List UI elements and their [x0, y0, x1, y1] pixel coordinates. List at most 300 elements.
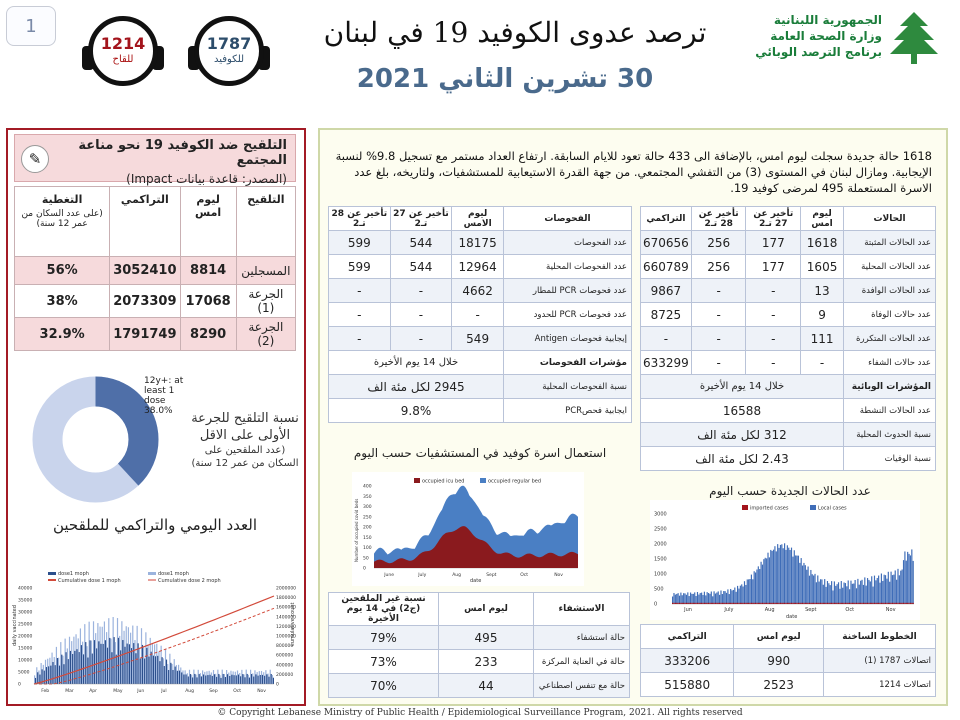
table-cell: - — [691, 279, 746, 303]
imported-cases-bar — [736, 603, 737, 604]
hospitalization-table — [328, 592, 630, 698]
imported-cases-bar — [871, 603, 872, 604]
row-label: عدد الحالات المحلية — [844, 255, 936, 279]
imported-cases-bar — [835, 603, 836, 604]
daily-dose2-bar — [188, 676, 189, 684]
local-cases-bar — [856, 588, 857, 604]
column-header: ليوم امس — [180, 187, 236, 257]
imported-cases-bar — [813, 603, 814, 604]
imported-cases-bar — [707, 603, 708, 604]
local-cases-bar — [910, 555, 911, 604]
daily-dose2-bar — [103, 644, 104, 684]
local-cases-bar — [769, 557, 770, 604]
daily-dose2-bar — [52, 662, 53, 684]
cases-chart-title: عدد الحالات الجديدة حسب اليوم — [709, 484, 871, 498]
local-cases-bar — [754, 571, 755, 604]
daily-dose2-bar — [151, 652, 152, 684]
table-header-row — [329, 207, 632, 231]
local-cases-bar — [697, 592, 698, 604]
daily-dose2-bar — [114, 637, 115, 684]
local-cases-bar — [763, 559, 764, 604]
cumulative-vaccination-title: العدد اليومي والتراكمي للملقحين — [52, 516, 258, 534]
table-cell: 79% — [329, 626, 439, 650]
daily-dose2-bar — [249, 678, 250, 684]
table-cell: 9.8% — [329, 399, 504, 423]
y-tick-label-left: 25000 — [18, 622, 33, 628]
local-cases-bar — [889, 582, 890, 604]
row-label: اتصالات 1787 (1) — [824, 649, 936, 673]
ministry-line: الجمهورية اللبنانية — [773, 13, 882, 27]
local-cases-bar — [823, 585, 824, 604]
local-cases-bar — [673, 593, 674, 604]
table-cell: 2945 لكل مئة الف — [329, 375, 504, 399]
x-tick-label: Sept — [486, 573, 497, 578]
imported-cases-bar — [788, 603, 789, 604]
imported-cases-bar — [810, 603, 811, 604]
imported-cases-bar — [690, 603, 691, 604]
imported-cases-bar — [832, 603, 833, 604]
local-cases-bar — [817, 575, 818, 604]
table-cell: 333206 — [641, 649, 734, 673]
local-cases-bar — [751, 575, 752, 604]
local-cases-bar — [808, 566, 809, 604]
imported-cases-bar — [870, 603, 871, 604]
imported-cases-bar — [784, 603, 785, 604]
imported-cases-bar — [910, 603, 911, 604]
legend-label: dose1 moph — [58, 571, 89, 577]
table-cell: - — [691, 327, 746, 351]
table-cell: 990 — [734, 649, 824, 673]
local-cases-bar — [848, 580, 849, 604]
column-header: ليوم امس — [734, 625, 824, 649]
x-tick-label: Apr — [89, 689, 97, 694]
table-cell: 4662 — [452, 279, 504, 303]
table-row — [641, 447, 936, 471]
local-cases-bar — [801, 558, 802, 604]
hospital-chart-title: استعمال اسرة كوفيد في المستشفيات حسب اليوم — [353, 446, 607, 460]
daily-dose2-bar — [162, 657, 163, 684]
table-cell: - — [329, 279, 391, 303]
daily-dose2-bar — [37, 672, 38, 684]
column-header: نسبة غير الملقحين (ج2) في 14 يوم الأخيرة — [329, 593, 439, 626]
daily-dose2-bar — [271, 674, 272, 684]
daily-dose2-bar — [57, 658, 58, 684]
local-cases-bar — [787, 545, 788, 604]
daily-dose2-bar — [61, 655, 62, 684]
column-header: التراكمي — [110, 187, 180, 257]
local-cases-bar — [726, 593, 727, 604]
local-cases-bar — [725, 591, 726, 604]
local-cases-bar — [813, 575, 814, 604]
imported-cases-bar — [896, 603, 897, 604]
cell-coverage: 32.9% — [15, 318, 110, 351]
tests-table — [328, 206, 632, 423]
imported-cases-bar — [713, 603, 714, 604]
y-tick-label-right: 1000000 — [276, 634, 297, 640]
daily-dose2-bar — [234, 675, 235, 684]
table-cell: - — [801, 351, 844, 375]
table-cell: 633299 — [641, 351, 692, 375]
imported-cases-bar — [754, 603, 755, 604]
syringe-icon: ✎ — [21, 145, 49, 173]
y-tick-label-left: 40000 — [18, 586, 33, 592]
local-cases-bar — [877, 578, 878, 604]
ministry-line: برنامج الترصد الوبائي — [755, 45, 882, 59]
hotline-label: للقاح — [112, 54, 134, 65]
imported-cases-bar — [859, 603, 860, 604]
imported-cases-bar — [817, 603, 818, 604]
table-header-row — [329, 593, 630, 626]
local-cases-bar — [752, 579, 753, 604]
daily-dose2-bar — [223, 674, 224, 684]
y-tick-label-left: 15000 — [18, 646, 33, 652]
local-cases-bar — [866, 586, 867, 604]
daily-dose2-bar — [111, 652, 112, 684]
local-cases-bar — [893, 575, 894, 604]
imported-cases-bar — [879, 603, 880, 604]
table-row — [329, 351, 632, 375]
local-cases-bar — [863, 585, 864, 604]
local-cases-bar — [902, 569, 903, 604]
imported-cases-bar — [761, 603, 762, 604]
y-axis-label-left: daily vaccinated — [12, 605, 18, 646]
table-cell: خلال 14 يوم الأخيرة — [641, 375, 844, 399]
local-cases-bar — [716, 593, 717, 604]
imported-cases-bar — [828, 603, 829, 604]
table-row — [641, 351, 936, 375]
local-cases-bar — [749, 579, 750, 604]
local-cases-bar — [745, 585, 746, 604]
table-row — [641, 231, 936, 255]
legend-swatch — [742, 505, 748, 510]
local-cases-bar — [895, 570, 896, 604]
local-cases-bar — [743, 587, 744, 604]
x-tick-label: Feb — [41, 689, 50, 694]
imported-cases-bar — [745, 603, 746, 604]
row-label: مؤشرات الفحوصات — [504, 351, 632, 375]
imported-cases-bar — [758, 603, 759, 604]
imported-cases-bar — [889, 603, 890, 604]
local-cases-bar — [777, 544, 778, 604]
table-cell: 670656 — [641, 231, 692, 255]
local-cases-bar — [711, 592, 712, 604]
covid-hotline-badge — [186, 12, 272, 98]
table-cell: - — [329, 327, 391, 351]
local-cases-bar — [675, 595, 676, 604]
daily-dose2-bar — [181, 672, 182, 684]
local-cases-bar — [774, 546, 775, 604]
column-header: تأخير عن 27 تـ2 — [390, 207, 452, 231]
x-tick-label: Oct — [233, 689, 241, 694]
table-row — [329, 399, 632, 423]
local-cases-bar — [738, 589, 739, 604]
row-label: نسبة الوفيات — [844, 447, 936, 471]
local-cases-bar — [761, 562, 762, 604]
local-cases-bar — [747, 579, 748, 604]
imported-cases-bar — [885, 603, 886, 604]
row-label: عدد الفحوصات — [504, 231, 632, 255]
y-tick-label: 2000 — [654, 541, 667, 548]
imported-cases-bar — [803, 603, 804, 604]
daily-dose2-bar — [260, 675, 261, 684]
imported-cases-bar — [726, 603, 727, 604]
local-cases-bar — [838, 582, 839, 604]
column-header: تأخير عن 28 تـ2 — [691, 207, 746, 231]
local-cases-bar — [722, 594, 723, 604]
local-cases-bar — [855, 580, 856, 604]
local-cases-bar — [864, 577, 865, 604]
imported-cases-bar — [895, 603, 896, 604]
table-cell: 515880 — [641, 673, 734, 697]
local-cases-bar — [907, 552, 908, 604]
local-cases-bar — [772, 551, 773, 604]
legend-swatch — [148, 572, 156, 575]
report-date: 30 تشرين الثاني 2021 — [356, 64, 654, 94]
imported-cases-bar — [682, 603, 683, 604]
y-tick-label: 2500 — [654, 526, 667, 533]
local-cases-bar — [704, 592, 705, 604]
imported-cases-bar — [902, 603, 903, 604]
local-cases-bar — [824, 579, 825, 604]
imported-cases-bar — [723, 603, 724, 604]
hotline-calls-table — [640, 624, 936, 697]
row-label: نسبة الحدوث المحلية — [844, 423, 936, 447]
local-cases-bar — [820, 579, 821, 604]
imported-cases-bar — [711, 603, 712, 604]
column-header: تأخير عن 27 تـ2 — [746, 207, 801, 231]
x-tick-label: Jul — [161, 689, 167, 694]
legend-label: Cumulative dose 1 moph — [58, 578, 121, 584]
y-tick-label-right: 600000 — [276, 653, 294, 659]
y-tick-label-right: 1400000 — [276, 615, 297, 621]
local-cases-bar — [882, 581, 883, 604]
cell-cumulative: 1791749 — [110, 318, 180, 351]
row-label: عدد فحوصات PCR للمطار — [504, 279, 632, 303]
table-row — [329, 279, 632, 303]
y-tick-label: 3000 — [654, 511, 667, 518]
table-cell: 599 — [329, 255, 391, 279]
imported-cases-bar — [839, 603, 840, 604]
ministry-name — [722, 12, 882, 60]
daily-dose2-bar — [218, 674, 219, 684]
legend-swatch — [48, 579, 56, 581]
imported-cases-bar — [791, 603, 792, 604]
local-cases-bar — [719, 595, 720, 604]
imported-cases-bar — [838, 603, 839, 604]
imported-cases-bar — [850, 603, 851, 604]
local-cases-bar — [741, 584, 742, 604]
imported-cases-bar — [853, 603, 854, 604]
daily-dose2-bar — [266, 674, 267, 684]
imported-cases-bar — [781, 603, 782, 604]
row-label: الجرعة (2) — [236, 318, 295, 351]
daily-dose2-bar — [59, 666, 60, 684]
column-header: ليوم امس — [439, 593, 534, 626]
x-tick-label: Oct — [520, 573, 528, 578]
imported-cases-bar — [752, 603, 753, 604]
daily-dose2-bar — [238, 675, 239, 684]
local-cases-bar — [680, 593, 681, 604]
local-cases-bar — [678, 593, 679, 604]
local-cases-bar — [814, 574, 815, 604]
daily-dose2-bar — [55, 665, 56, 684]
daily-dose2-bar — [87, 658, 88, 684]
y-tick-label: 350 — [363, 494, 372, 500]
imported-cases-bar — [900, 603, 901, 604]
imported-cases-bar — [755, 603, 756, 604]
x-tick-label: Nov — [554, 573, 563, 578]
y-axis-label-right: cumulative count — [290, 602, 296, 646]
y-tick-label-left: 0 — [18, 682, 21, 688]
local-cases-bar — [690, 593, 691, 604]
daily-dose2-bar — [186, 674, 187, 684]
daily-dose2-bar — [175, 667, 176, 684]
imported-cases-bar — [708, 603, 709, 604]
table-row — [641, 303, 936, 327]
local-cases-bar — [816, 582, 817, 604]
local-cases-bar — [896, 580, 897, 604]
local-cases-bar — [805, 565, 806, 604]
daily-dose2-bar — [159, 661, 160, 684]
daily-dose2-bar — [109, 638, 110, 684]
cases-table — [640, 206, 936, 471]
daily-dose2-bar — [225, 677, 226, 684]
table-row — [329, 650, 630, 674]
table-cell: - — [390, 279, 452, 303]
page-number: 1 — [6, 6, 56, 46]
imported-cases-bar — [809, 603, 810, 604]
daily-dose2-bar — [242, 674, 243, 684]
table-cell: 549 — [452, 327, 504, 351]
imported-cases-bar — [700, 603, 701, 604]
y-tick-label-right: 800000 — [276, 644, 294, 650]
cell-yesterday: 8814 — [180, 257, 236, 285]
imported-cases-bar — [773, 603, 774, 604]
imported-cases-bar — [738, 603, 739, 604]
local-cases-bar — [729, 594, 730, 604]
donut-note: (عدد الملقحين على السكان من عمر 12 سنة) — [191, 445, 299, 469]
imported-cases-bar — [676, 603, 677, 604]
daily-dose2-bar — [127, 644, 128, 684]
local-cases-bar — [686, 595, 687, 604]
local-cases-bar — [785, 550, 786, 604]
local-cases-bar — [762, 565, 763, 604]
table-cell: - — [691, 303, 746, 327]
y-tick-label-right: 0 — [276, 682, 279, 688]
daily-dose2-bar — [96, 648, 97, 684]
legend-label: occupied icu bed — [422, 478, 465, 485]
imported-cases-bar — [697, 603, 698, 604]
imported-cases-bar — [715, 603, 716, 604]
daily-dose2-bar — [90, 640, 91, 684]
imported-cases-bar — [841, 603, 842, 604]
table-row — [329, 255, 632, 279]
x-tick-label: July — [418, 573, 427, 578]
imported-cases-bar — [907, 603, 908, 604]
imported-cases-bar — [806, 603, 807, 604]
imported-cases-bar — [712, 603, 713, 604]
local-cases-bar — [707, 592, 708, 604]
daily-dose2-bar — [48, 666, 49, 684]
imported-cases-bar — [725, 603, 726, 604]
cell-coverage: 56% — [15, 257, 110, 285]
imported-cases-bar — [860, 603, 861, 604]
table-row — [329, 327, 632, 351]
table-cell: 312 لكل مئة الف — [641, 423, 844, 447]
imported-cases-bar — [824, 603, 825, 604]
daily-dose2-bar — [66, 652, 67, 684]
table-cell: 13 — [801, 279, 844, 303]
local-cases-bar — [748, 579, 749, 604]
table-row — [15, 318, 296, 351]
legend-label: occupied regular bed — [488, 478, 542, 485]
imported-cases-bar — [693, 603, 694, 604]
new-cases-chart — [650, 500, 920, 620]
imported-cases-bar — [772, 603, 773, 604]
table-cell: 111 — [801, 327, 844, 351]
row-label: المسجلين — [236, 257, 295, 285]
row-label: حالة استشفاء — [534, 626, 630, 650]
daily-dose2-bar — [72, 654, 73, 684]
table-row — [641, 327, 936, 351]
local-cases-bar — [756, 570, 757, 604]
table-header-row — [641, 625, 936, 649]
table-cell: 495 — [439, 626, 534, 650]
local-cases-bar — [827, 581, 828, 604]
local-cases-bar — [904, 551, 905, 604]
table-row — [329, 626, 630, 650]
daily-dose2-bar — [133, 643, 134, 684]
imported-cases-bar — [864, 603, 865, 604]
y-tick-label: 0 — [363, 566, 366, 572]
daily-dose2-bar — [194, 674, 195, 684]
table-cell: 544 — [390, 231, 452, 255]
local-cases-bar — [766, 558, 767, 604]
row-label: عدد حالات الشفاء — [844, 351, 936, 375]
imported-cases-bar — [802, 603, 803, 604]
imported-cases-bar — [702, 603, 703, 604]
local-cases-bar — [736, 592, 737, 604]
table-row — [329, 231, 632, 255]
x-tick-label: Aug — [452, 573, 461, 578]
table-cell: 256 — [691, 255, 746, 279]
imported-cases-bar — [908, 603, 909, 604]
vaccination-daily-cumulative-chart — [8, 566, 298, 698]
imported-cases-bar — [747, 603, 748, 604]
imported-cases-bar — [675, 603, 676, 604]
imported-cases-bar — [868, 603, 869, 604]
imported-cases-bar — [825, 603, 826, 604]
legend-swatch — [480, 478, 486, 483]
table-cell: - — [746, 303, 801, 327]
table-cell: 18175 — [452, 231, 504, 255]
daily-dose2-bar — [170, 663, 171, 684]
imported-cases-bar — [814, 603, 815, 604]
local-cases-bar — [798, 556, 799, 604]
local-cases-bar — [765, 558, 766, 604]
daily-dose2-bar — [258, 676, 259, 684]
imported-cases-bar — [778, 603, 779, 604]
table-row — [641, 423, 936, 447]
daily-dose2-bar — [157, 656, 158, 684]
hospital-beds-chart — [352, 472, 584, 586]
row-label: حالة مع تنفس اصطناعي — [534, 674, 630, 698]
imported-cases-bar — [704, 603, 705, 604]
daily-dose2-bar — [124, 647, 125, 684]
row-label: الجرعة (1) — [236, 285, 295, 318]
imported-cases-bar — [820, 603, 821, 604]
imported-cases-bar — [741, 603, 742, 604]
